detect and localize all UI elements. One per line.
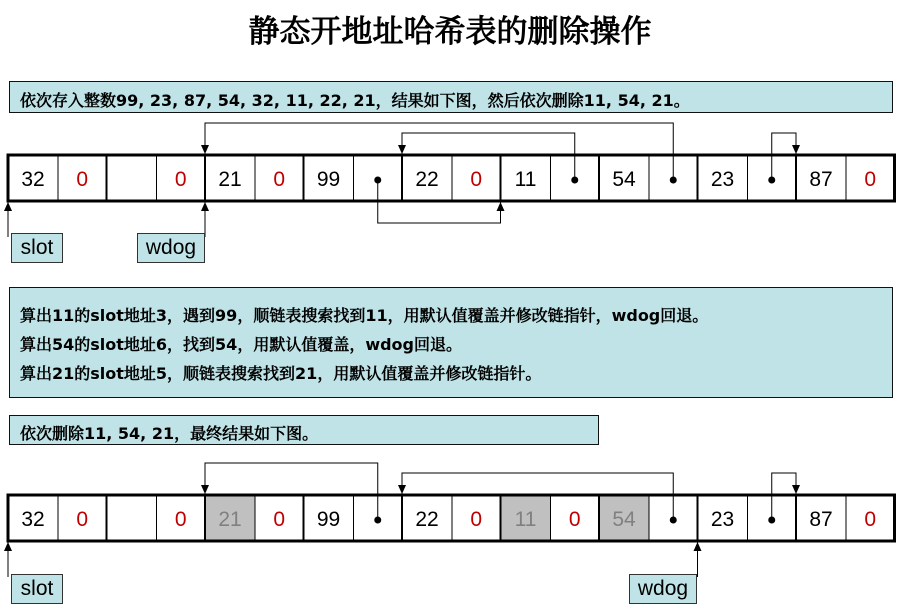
before-next-8: 0 <box>864 168 877 191</box>
before-table-border <box>8 155 895 201</box>
after-next-0: 0 <box>76 508 89 531</box>
step1-text: 依次存入整数99, 23, 87, 54, 32, 11, 22, 21，结果如下图，然后依次删除11, 54, 21。 <box>20 91 690 110</box>
after-key-5: 11 <box>514 508 537 531</box>
after-key-6: 54 <box>612 508 636 531</box>
after-key-7: 23 <box>710 508 735 531</box>
before-next-2: 0 <box>273 168 286 191</box>
before-link-arrow-7-to-8 <box>792 145 800 154</box>
explanation-line-2: 算出54的slot地址6，找到54，用默认值覆盖，wdog回退。 <box>20 335 462 354</box>
before-key-3: 99 <box>316 168 341 191</box>
before-key-8: 87 <box>809 168 833 191</box>
before-next-1: 0 <box>174 168 187 191</box>
slot-label-after: slot <box>11 574 63 604</box>
before-cell-1 <box>107 155 206 201</box>
after-wdog-marker-arrow <box>694 542 702 551</box>
after-slot-marker-arrow <box>4 542 12 551</box>
after-table-border <box>8 495 895 541</box>
slot-label-before: slot <box>11 233 63 263</box>
after-key-3: 99 <box>316 508 341 531</box>
after-key-2: 21 <box>218 508 242 531</box>
before-link-arrow-6-to-2 <box>201 145 209 154</box>
before-next-4: 0 <box>470 168 483 191</box>
after-link-arrow-3-to-2 <box>201 485 209 494</box>
explanation-line-3: 算出21的slot地址5，顺链表搜索找到21，用默认值覆盖并修改链指针。 <box>20 364 542 383</box>
before-key-4: 22 <box>415 168 439 191</box>
step3-text: 依次删除11, 54, 21，最终结果如下图。 <box>20 424 319 443</box>
after-link-arrow-6-to-4 <box>398 485 406 494</box>
after-next-8: 0 <box>864 508 877 531</box>
page-title: 静态开地址哈希表的删除操作 <box>248 14 652 50</box>
after-next-1: 0 <box>174 508 187 531</box>
before-key-0: 32 <box>21 168 45 191</box>
before-next-0: 0 <box>76 168 89 191</box>
before-key-2: 21 <box>218 168 242 191</box>
before-key-5: 11 <box>514 168 537 191</box>
after-link-arrow-7-to-8 <box>792 485 800 494</box>
wdog-label-after: wdog <box>629 574 697 604</box>
wdog-label-before: wdog <box>137 233 205 263</box>
after-key-8: 87 <box>809 508 833 531</box>
after-key-0: 32 <box>21 508 45 531</box>
before-key-6: 54 <box>612 168 636 191</box>
before-link-arrow-5-to-4 <box>398 145 406 154</box>
before-slot-marker-arrow <box>4 202 12 211</box>
after-cell-1 <box>107 495 206 541</box>
before-wdog-marker-arrow <box>201 202 209 211</box>
after-key-4: 22 <box>415 508 439 531</box>
before-link-arrow-3-to-5 <box>497 202 505 211</box>
before-key-7: 23 <box>710 168 735 191</box>
after-next-5: 0 <box>568 508 581 531</box>
explanation-line-1: 算出11的slot地址3，遇到99，顺链表搜索找到11，用默认值覆盖并修改链指针，wdog回退。 <box>20 306 709 325</box>
after-next-2: 0 <box>273 508 286 531</box>
after-next-4: 0 <box>470 508 483 531</box>
